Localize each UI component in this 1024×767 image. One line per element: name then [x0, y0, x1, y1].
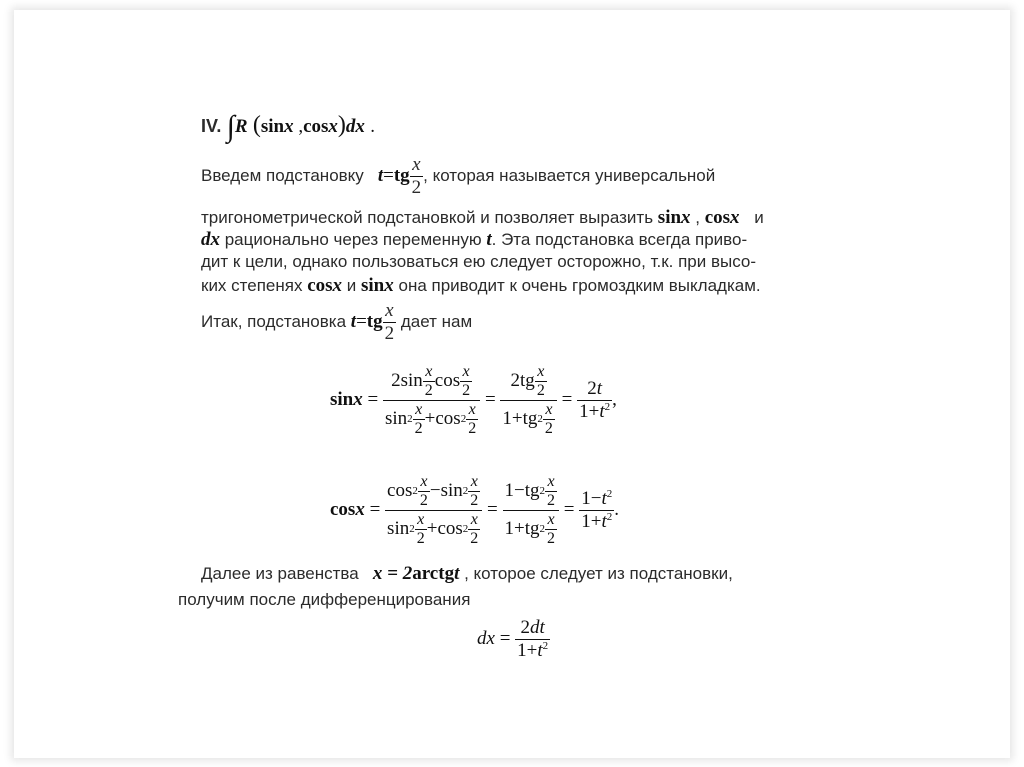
numerator: x	[420, 472, 428, 490]
itak-line	[201, 296, 472, 348]
denominator: 2	[547, 491, 555, 509]
fraction-x-over-2	[468, 473, 480, 510]
fraction-x-over-2	[413, 401, 425, 438]
numerator: x	[470, 510, 478, 528]
cos-fn: cos	[435, 408, 461, 429]
intro-text: тригонометрической подстановкой и позволяет выразить	[201, 208, 654, 227]
sin-fn: sin	[657, 207, 682, 228]
sin-fn: sin	[330, 389, 354, 410]
tg-fn: tg	[522, 408, 538, 429]
exponent: 2	[539, 523, 545, 535]
dt: dt	[530, 616, 545, 638]
exponent: 2	[462, 485, 469, 497]
var-t: t	[596, 377, 603, 399]
formula-dx	[477, 610, 550, 668]
denominator: 2	[419, 491, 428, 509]
fraction-x-over-2	[423, 363, 435, 400]
var-t: t	[601, 487, 607, 509]
period: .	[614, 499, 619, 520]
two-sin: 2sin	[391, 370, 423, 391]
numerator	[383, 363, 480, 400]
numerator: x	[468, 400, 476, 418]
itak-text: дает нам	[400, 312, 473, 331]
itak-text: Итак, подстановка	[201, 312, 347, 331]
denominator: 2	[547, 529, 555, 547]
rparen: )	[337, 112, 346, 138]
denominator: 2	[470, 491, 479, 509]
x-equals-2: x = 2	[372, 563, 413, 584]
two-tg: 2tg	[510, 370, 535, 391]
var-t: t	[601, 510, 607, 532]
exponent: 2	[539, 485, 545, 497]
exponent: 2	[606, 487, 613, 500]
denominator	[503, 510, 560, 548]
cos-fn: cos	[434, 370, 461, 391]
intro-text: и	[754, 208, 764, 227]
integral-sign: ∫	[226, 110, 235, 143]
intro-line-3	[201, 229, 747, 251]
two: 2	[520, 616, 531, 638]
numerator	[500, 363, 557, 400]
numerator	[579, 488, 614, 510]
intro-text: . Эта подстановка всегда приво-	[491, 230, 748, 249]
formula-cosx: cos x = cos 2 $\frac{x}{2}$ − sin 2 $\frac{x}{2}$ sin 2 $\frac{x}{2}$ + cos 2 $\frac{x}{2}$ = 1− tg 2 $\frac{x}{2}$ 1+ tg 2 $\frac{x}{2}$ = $\frac{1-t^2}{1+t^2}$ .	[330, 472, 619, 547]
one-plus: 1+	[581, 510, 602, 532]
denominator: 2	[424, 381, 433, 399]
fraction-x-over-2	[466, 401, 478, 438]
minus: −	[429, 480, 441, 501]
denominator: 2	[536, 381, 545, 399]
fraction-main	[383, 363, 480, 438]
fraction-x-over-2	[418, 473, 430, 510]
one-minus: 1−	[581, 487, 602, 509]
equals: =	[383, 165, 394, 186]
intro-text: Введем подстановку	[201, 166, 364, 185]
plus: +	[424, 408, 436, 429]
lparen: (	[252, 112, 261, 138]
dalee-line-1	[201, 563, 733, 585]
exponent: 2	[537, 413, 543, 425]
denominator: 2	[411, 176, 422, 198]
denominator: 2	[468, 419, 477, 437]
sin-fn: sin	[440, 480, 463, 501]
denominator	[500, 400, 557, 438]
exponent: 2	[462, 523, 469, 535]
cos-fn: cos	[387, 480, 413, 501]
cos-fn: cos	[437, 518, 463, 539]
denominator: 2	[470, 529, 479, 547]
plus: +	[426, 518, 438, 539]
numerator: x	[412, 153, 421, 175]
fraction-x-over-2	[410, 154, 424, 199]
exponent: 2	[604, 400, 611, 413]
one-plus: 1+	[502, 408, 523, 429]
var-x: x	[284, 116, 294, 137]
section-heading	[201, 110, 375, 144]
numerator	[385, 473, 482, 510]
denominator	[577, 400, 612, 423]
intro-line-5	[201, 275, 761, 297]
var-x: x	[355, 499, 365, 520]
numerator	[515, 617, 550, 639]
comma: ,	[612, 389, 617, 410]
intro-text: , которая называется универсальной	[423, 166, 716, 185]
fraction-x-over-2	[545, 473, 557, 510]
exponent: 2	[460, 413, 467, 425]
var-t: t	[537, 639, 543, 661]
intro-text: дит к цели, однако пользоваться ею следует осторожно, т.к. при высо-	[201, 252, 757, 271]
dalee-text: , которое следует из подстановки,	[464, 564, 733, 583]
numerator: x	[545, 400, 553, 418]
denominator: 2	[416, 529, 425, 547]
equals: =	[356, 311, 367, 332]
numerator: x	[385, 299, 394, 321]
dalee-text: получим после дифференцирования	[178, 590, 471, 609]
numerator: x	[470, 472, 478, 490]
intro-text: и	[346, 276, 357, 295]
denominator: 2	[414, 419, 423, 437]
sin-fn: sin	[384, 408, 408, 429]
denominator: 2	[544, 419, 553, 437]
denominator	[385, 510, 482, 548]
period: .	[370, 116, 375, 137]
r-symbol: R	[234, 116, 248, 137]
exponent: 2	[407, 413, 413, 425]
exponent: 2	[412, 485, 418, 497]
fraction-x-over-2	[415, 511, 427, 548]
one-plus: 1+	[504, 518, 525, 539]
fraction-result	[579, 488, 614, 533]
fraction-x-over-2	[543, 401, 555, 438]
cos-fn: cos	[307, 275, 333, 296]
var-t: t	[377, 165, 384, 186]
var-t: t	[350, 311, 357, 332]
numerator: x	[425, 362, 433, 380]
numerator: x	[547, 510, 555, 528]
fraction-dx	[515, 617, 550, 662]
sin-fn: sin	[387, 518, 410, 539]
var-x: x	[730, 207, 740, 228]
tg-fn: tg	[524, 518, 540, 539]
denominator	[579, 510, 614, 533]
var-t: t	[486, 229, 492, 250]
var-x: x	[328, 116, 338, 137]
one-plus: 1+	[579, 400, 600, 422]
exponent: 2	[409, 523, 415, 535]
denominator	[515, 639, 550, 662]
cos-fn: cos	[303, 116, 329, 137]
dx: dx	[345, 116, 365, 137]
fraction-x-over-2	[460, 363, 472, 400]
fraction-tg	[503, 473, 560, 548]
sin-fn: sin	[361, 275, 385, 296]
one-plus: 1+	[517, 639, 538, 661]
fraction-x-over-2	[468, 511, 480, 548]
fraction-x-over-2	[383, 300, 397, 345]
equals: =	[499, 628, 511, 649]
var-x: x	[332, 275, 343, 296]
cos-fn: cos	[704, 207, 731, 228]
intro-text: ких степенях	[201, 276, 303, 295]
tg-fn: tg	[524, 480, 540, 501]
var-x: x	[681, 207, 691, 228]
tg-fn: tg	[393, 165, 410, 186]
intro-line-2: тригонометрической подстановкой и позволяет выразить sinx , cosx и	[201, 207, 764, 228]
var-x: x	[353, 389, 363, 410]
fraction-result	[577, 378, 612, 423]
exponent: 2	[606, 510, 613, 523]
var-t: t	[454, 563, 460, 584]
intro-text: она приводит к очень громоздким выкладкам.	[398, 276, 761, 295]
arctg-fn: arctg	[412, 563, 455, 584]
intro-line-4	[201, 252, 756, 272]
fraction-x-over-2	[545, 511, 557, 548]
fraction-x-over-2	[535, 363, 547, 400]
section-number: IV.	[201, 116, 222, 136]
intro-line-1	[201, 150, 715, 202]
denominator: 2	[462, 381, 471, 399]
var-t: t	[599, 400, 605, 422]
numerator	[577, 378, 612, 400]
dalee-line-2	[178, 590, 470, 610]
numerator: x	[537, 362, 545, 380]
numerator: x	[417, 510, 425, 528]
denominator: 2	[384, 322, 395, 344]
fraction-main	[385, 473, 482, 548]
sin-fn: sin	[260, 116, 285, 137]
comma: ,	[293, 116, 304, 137]
formula-sinx: sin x = 2sin $\frac{x}{2}$ cos $\frac{x}{2}$ sin 2 $\frac{x}{2}$ + cos 2 $\frac{x}{2}$ = 2tg $\frac{x}{2}$ 1+ tg 2 $\frac{x}{2}$ = $\frac{2t}{1+t^2}$ ,	[330, 362, 617, 437]
numerator: x	[462, 362, 470, 380]
cos-fn: cos	[330, 499, 356, 520]
tg-fn: tg	[366, 311, 383, 332]
exponent: 2	[542, 639, 549, 652]
intro-text: рационально через переменную	[220, 230, 482, 249]
dx: dx	[201, 229, 220, 250]
two: 2	[587, 377, 597, 399]
fraction-tg	[500, 363, 557, 438]
numerator: x	[415, 400, 423, 418]
numerator	[503, 473, 560, 510]
dalee-text: Далее из равенства	[201, 564, 359, 583]
dx: dx	[477, 628, 495, 649]
var-x: x	[384, 275, 394, 296]
one-minus: 1−	[504, 480, 525, 501]
slide	[14, 10, 1010, 758]
numerator: x	[547, 472, 555, 490]
denominator	[383, 400, 480, 438]
